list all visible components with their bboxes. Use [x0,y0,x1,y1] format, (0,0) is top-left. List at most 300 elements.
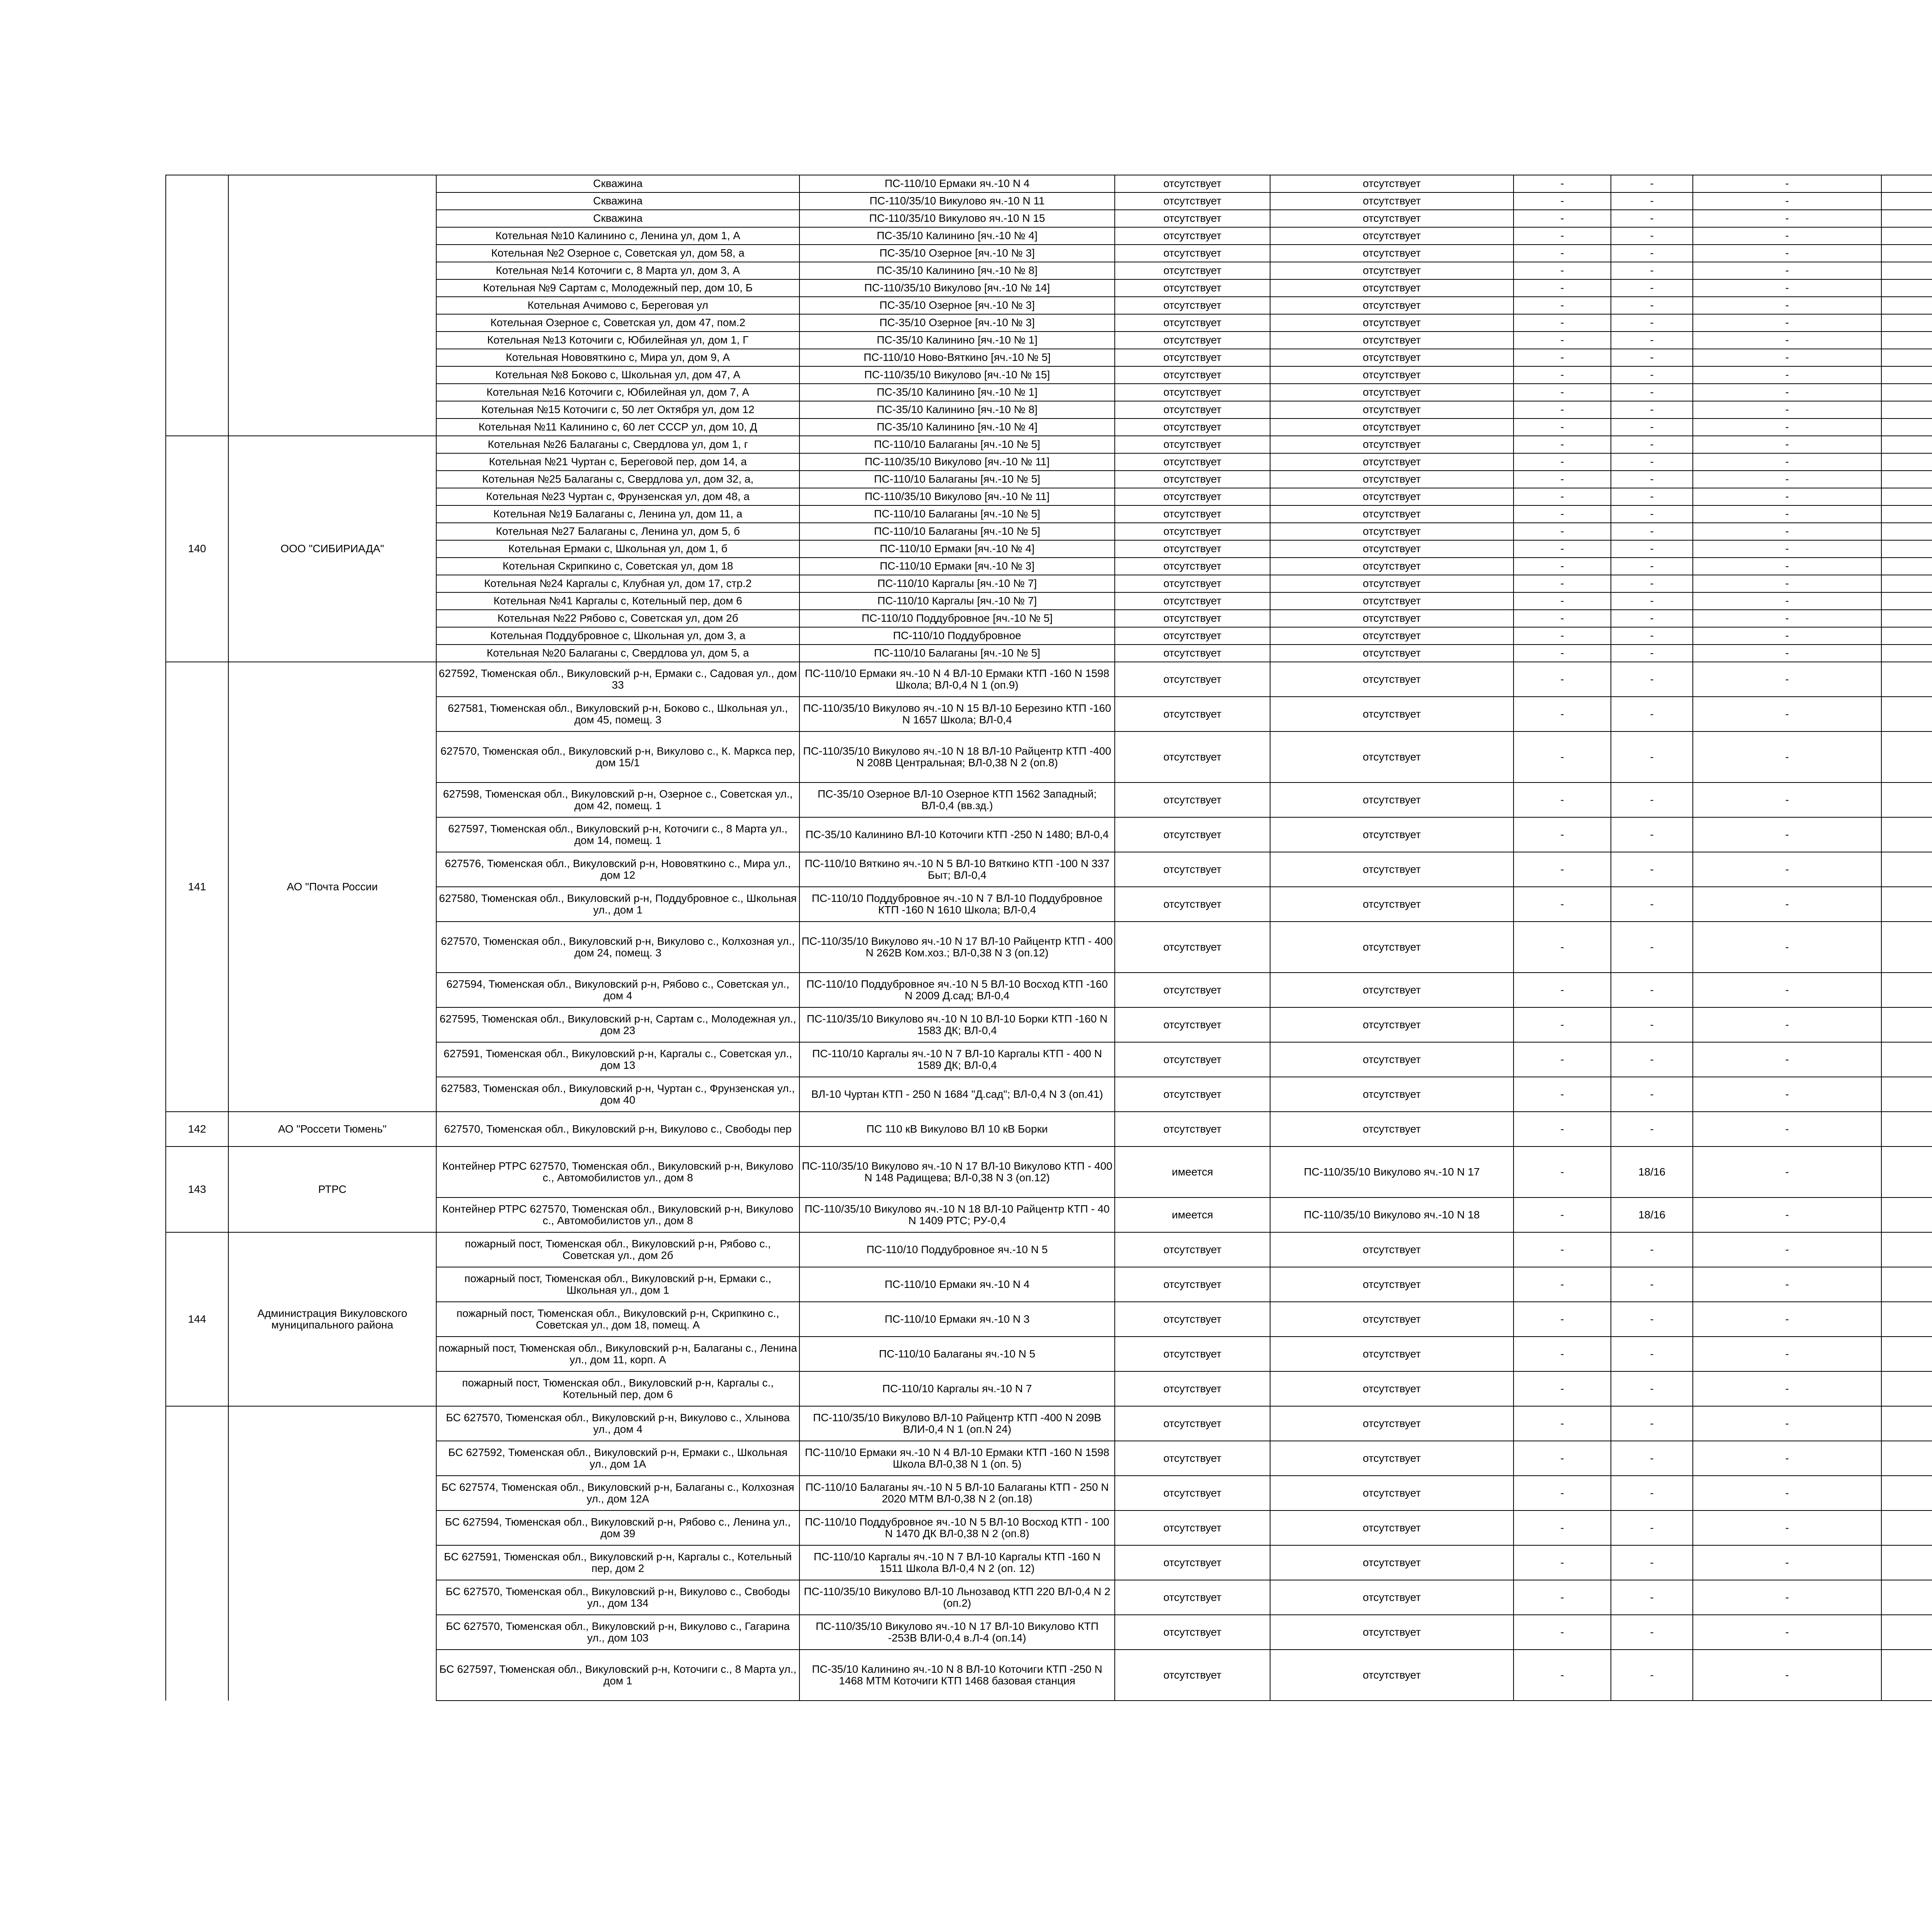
cell-c6: - [1611,610,1693,627]
cell-c7: - [1693,210,1881,227]
cell-c7: - [1693,366,1881,384]
cell-c5: - [1514,627,1611,645]
cell-feeder: ПС-110/35/10 Викулово [яч.-10 № 11] [799,488,1115,505]
cell-c6: - [1611,645,1693,662]
cell-c5: - [1514,540,1611,558]
cell-c5: - [1514,697,1611,731]
cell-c8 [1881,782,1932,817]
cell-c5: - [1514,1580,1611,1615]
cell-c8 [1881,1146,1932,1197]
cell-c8 [1881,349,1932,366]
cell-object: пожарный пост, Тюменская обл., Викуловский р-н, Рябово с., Советская ул., дом 2б [436,1232,799,1267]
cell-c3: отсутствует [1115,1615,1270,1650]
cell-c8 [1881,1615,1932,1650]
cell-feeder: ПС-110/35/10 Викулово яч.-10 N 17 ВЛ-10 Викулово КТП - 400 N 148 Радищева; ВЛ-0,38 N 3 (оп.12) [799,1146,1115,1197]
cell-c7: - [1693,1042,1881,1077]
cell-object: БС 627570, Тюменская обл., Викуловский р-н, Викулово с., Гагарина ул., дом 103 [436,1615,799,1650]
cell-object: 627598, Тюменская обл., Викуловский р-н, Озерное с., Советская ул., дом 42, помещ. 1 [436,782,799,817]
cell-feeder: ПС-110/35/10 Викулово яч.-10 N 18 ВЛ-10 Райцентр КТП - 40 N 1409 РТС; РУ-0,4 [799,1197,1115,1232]
cell-c8 [1881,1007,1932,1042]
cell-c3: отсутствует [1115,453,1270,471]
cell-c3: отсутствует [1115,1650,1270,1701]
cell-c5: - [1514,1615,1611,1650]
cell-object: 627592, Тюменская обл., Викуловский р-н, Ермаки с., Садовая ул., дом 33 [436,662,799,697]
cell-feeder: ПС-110/10 Ермаки яч.-10 N 3 [799,1302,1115,1337]
cell-object: Котельная Нововяткино с, Мира ул, дом 9, А [436,349,799,366]
cell-c8 [1881,852,1932,887]
cell-c4: отсутствует [1270,1042,1514,1077]
cell-c6: - [1611,471,1693,488]
group-number-cell: 141 [166,662,228,1112]
cell-object: Котельная Скрипкино с, Советская ул, дом 18 [436,558,799,575]
cell-c7: - [1693,1650,1881,1701]
cell-feeder: ПС-110/10 Поддубровное яч.-10 N 5 ВЛ-10 Восход КТП -160 N 2009 Д.сад; ВЛ-0,4 [799,973,1115,1007]
cell-c6: - [1611,262,1693,279]
cell-c8 [1881,1337,1932,1371]
cell-c7: - [1693,1077,1881,1112]
cell-c4: отсутствует [1270,1112,1514,1146]
cell-feeder: ПС-110/10 Балаганы яч.-10 N 5 [799,1337,1115,1371]
cell-c6: - [1611,279,1693,297]
cell-c4: ПС-110/35/10 Викулово яч.-10 N 17 [1270,1146,1514,1197]
organization-cell: АО "Россети Тюмень" [228,1112,436,1146]
cell-c4: отсутствует [1270,852,1514,887]
cell-c7: - [1693,471,1881,488]
cell-c3: отсутствует [1115,488,1270,505]
cell-object: пожарный пост, Тюменская обл., Викуловский р-н, Ермаки с., Школьная ул., дом 1 [436,1267,799,1302]
cell-c3: отсутствует [1115,1267,1270,1302]
cell-object: БС 627592, Тюменская обл., Викуловский р-н, Ермаки с., Школьная ул., дом 1А [436,1441,799,1476]
cell-c4: отсутствует [1270,297,1514,314]
cell-feeder: ПС-35/10 Озерное [яч.-10 № 3] [799,314,1115,332]
cell-c6: - [1611,349,1693,366]
cell-c6: - [1611,1650,1693,1701]
cell-c5: - [1514,592,1611,610]
cell-object: Котельная №21 Чуртан с, Береговой пер, дом 14, а [436,453,799,471]
cell-c4: отсутствует [1270,523,1514,540]
cell-c8 [1881,592,1932,610]
cell-c8 [1881,192,1932,210]
cell-c5: - [1514,922,1611,973]
cell-c6: - [1611,662,1693,697]
cell-feeder: ПС-110/35/10 Викулово ВЛ-10 Льнозавод КТП 220 ВЛ-0,4 N 2 (оп.2) [799,1580,1115,1615]
cell-feeder: ПС-110/10 Поддубровное яч.-10 N 7 ВЛ-10 Поддубровное КТП -160 N 1610 Школа; ВЛ-0,4 [799,887,1115,922]
cell-c5: - [1514,279,1611,297]
cell-c3: отсутствует [1115,314,1270,332]
cell-c5: - [1514,1476,1611,1510]
cell-c4: отсутствует [1270,227,1514,245]
cell-c3: имеется [1115,1146,1270,1197]
cell-c5: - [1514,1146,1611,1197]
cell-object: 627576, Тюменская обл., Викуловский р-н, Нововяткино с., Мира ул., дом 12 [436,852,799,887]
cell-c7: - [1693,192,1881,210]
cell-c5: - [1514,1545,1611,1580]
cell-object: Котельная №23 Чуртан с, Фрунзенская ул, дом 48, а [436,488,799,505]
cell-object: Котельная №19 Балаганы с, Ленина ул, дом 11, а [436,505,799,523]
cell-c6: - [1611,887,1693,922]
cell-c8 [1881,627,1932,645]
cell-c6: - [1611,627,1693,645]
cell-c4: отсутствует [1270,697,1514,731]
cell-c7: - [1693,401,1881,418]
cell-c5: - [1514,1232,1611,1267]
cell-c8 [1881,1441,1932,1476]
cell-c3: отсутствует [1115,1302,1270,1337]
cell-feeder: ПС-110/35/10 Викулово [яч.-10 № 14] [799,279,1115,297]
cell-c3: отсутствует [1115,592,1270,610]
cell-object: Контейнер РТРС 627570, Тюменская обл., Викуловский р-н, Викулово с., Автомобилистов ул., дом 8 [436,1146,799,1197]
cell-feeder: ПС-35/10 Калинино [яч.-10 № 8] [799,262,1115,279]
cell-c3: отсутствует [1115,782,1270,817]
cell-feeder: ПС-35/10 Калинино [яч.-10 № 8] [799,401,1115,418]
cell-c5: - [1514,852,1611,887]
cell-c3: отсутствует [1115,297,1270,314]
cell-object: Котельная №20 Балаганы с, Свердлова ул, дом 5, а [436,645,799,662]
cell-c7: - [1693,1615,1881,1650]
cell-c5: - [1514,1371,1611,1406]
cell-object: пожарный пост, Тюменская обл., Викуловский р-н, Балаганы с., Ленина ул., дом 11, корп. А [436,1337,799,1371]
cell-c5: - [1514,1197,1611,1232]
cell-c4: отсутствует [1270,558,1514,575]
cell-object: Контейнер РТРС 627570, Тюменская обл., Викуловский р-н, Викулово с., Автомобилистов ул., дом 8 [436,1197,799,1232]
cell-c7: - [1693,245,1881,262]
cell-c5: - [1514,1267,1611,1302]
cell-c4: отсутствует [1270,592,1514,610]
cell-c8 [1881,1077,1932,1112]
cell-feeder: ПС-110/35/10 Викулово ВЛ-10 Райцентр КТП -400 N 209В ВЛИ-0,4 N 1 (оп.N 24) [799,1406,1115,1441]
cell-c3: отсутствует [1115,192,1270,210]
cell-object: Котельная Озерное с, Советская ул, дом 47, пом.2 [436,314,799,332]
cell-c6: - [1611,1615,1693,1650]
cell-object: БС 627591, Тюменская обл., Викуловский р-н, Каргалы с., Котельный пер, дом 2 [436,1545,799,1580]
cell-c5: - [1514,210,1611,227]
cell-c5: - [1514,662,1611,697]
cell-c3: отсутствует [1115,401,1270,418]
cell-c8 [1881,245,1932,262]
cell-c3: отсутствует [1115,245,1270,262]
cell-c5: - [1514,731,1611,782]
cell-c3: отсутствует [1115,227,1270,245]
cell-object: Котельная №24 Каргалы с, Клубная ул, дом 17, стр.2 [436,575,799,592]
cell-c8 [1881,436,1932,453]
cell-c3: отсутствует [1115,852,1270,887]
cell-c4: отсутствует [1270,1267,1514,1302]
cell-c4: отсутствует [1270,1545,1514,1580]
cell-c7: - [1693,1545,1881,1580]
cell-c5: - [1514,245,1611,262]
cell-feeder: ПС-110/10 Каргалы [яч.-10 № 7] [799,592,1115,610]
cell-c7: - [1693,817,1881,852]
cell-c6: - [1611,488,1693,505]
cell-c6: - [1611,697,1693,731]
cell-c5: - [1514,1007,1611,1042]
cell-c6: - [1611,210,1693,227]
cell-c6: - [1611,1510,1693,1545]
cell-c5: - [1514,384,1611,401]
cell-c6: - [1611,922,1693,973]
cell-c7: - [1693,349,1881,366]
cell-feeder: ПС-110/10 Каргалы яч.-10 N 7 ВЛ-10 Каргалы КТП -160 N 1511 Школа ВЛ-0,4 N 2 (оп. 12) [799,1545,1115,1580]
cell-c4: отсутствует [1270,366,1514,384]
cell-c8 [1881,401,1932,418]
cell-c5: - [1514,505,1611,523]
cell-c5: - [1514,1510,1611,1545]
cell-feeder: ПС-110/10 Ермаки яч.-10 N 4 ВЛ-10 Ермаки КТП -160 N 1598 Школа ВЛ-0,38 N 1 (оп. 5) [799,1441,1115,1476]
cell-feeder: ПС-110/35/10 Викулово яч.-10 N 17 ВЛ-10 Райцентр КТП - 400 N 262В Ком.хоз.; ВЛ-0,38 N 3 (оп.12) [799,922,1115,973]
cell-c4: отсутствует [1270,192,1514,210]
cell-c5: - [1514,645,1611,662]
cell-c6: - [1611,1406,1693,1441]
cell-c5: - [1514,453,1611,471]
cell-c7: - [1693,1112,1881,1146]
cell-c5: - [1514,1077,1611,1112]
cell-c6: - [1611,558,1693,575]
cell-feeder: ПС-35/10 Калинино [яч.-10 № 1] [799,332,1115,349]
cell-c4: отсутствует [1270,436,1514,453]
cell-c6: - [1611,175,1693,192]
cell-c4: отсутствует [1270,332,1514,349]
cell-object: Котельная Ачимово с, Береговая ул [436,297,799,314]
cell-feeder: ПС-110/35/10 Викулово яч.-10 N 15 [799,210,1115,227]
cell-object: 627581, Тюменская обл., Викуловский р-н, Боково с., Школьная ул., дом 45, помещ. 3 [436,697,799,731]
cell-feeder: ПС-110/10 Каргалы яч.-10 N 7 ВЛ-10 Каргалы КТП - 400 N 1589 ДК; ВЛ-0,4 [799,1042,1115,1077]
cell-c5: - [1514,973,1611,1007]
cell-c5: - [1514,887,1611,922]
cell-object: БС 627570, Тюменская обл., Викуловский р-н, Викулово с., Хлынова ул., дом 4 [436,1406,799,1441]
cell-feeder: ПС-110/10 Балаганы яч.-10 N 5 ВЛ-10 Балаганы КТП - 250 N 2020 МТМ ВЛ-0,38 N 2 (оп.18) [799,1476,1115,1510]
table-row [166,662,1932,697]
table-row [166,1112,1932,1146]
cell-c8 [1881,384,1932,401]
cell-c3: имеется [1115,1197,1270,1232]
cell-object: Котельная №15 Коточиги с, 50 лет Октября ул, дом 12 [436,401,799,418]
cell-c3: отсутствует [1115,697,1270,731]
cell-c7: - [1693,1146,1881,1197]
cell-c7: - [1693,627,1881,645]
cell-c5: - [1514,1112,1611,1146]
cell-c3: отсутствует [1115,817,1270,852]
cell-c5: - [1514,782,1611,817]
cell-c5: - [1514,418,1611,436]
cell-c8 [1881,1476,1932,1510]
cell-c7: - [1693,436,1881,453]
cell-c6: 18/16 [1611,1197,1693,1232]
cell-c7: - [1693,279,1881,297]
cell-c7: - [1693,1302,1881,1337]
cell-c8 [1881,314,1932,332]
cell-c4: отсутствует [1270,627,1514,645]
group-number-cell [166,175,228,436]
cell-object: Котельная №26 Балаганы с, Свердлова ул, дом 1, г [436,436,799,453]
cell-c8 [1881,817,1932,852]
cell-c3: отсутствует [1115,505,1270,523]
cell-c7: - [1693,731,1881,782]
cell-c3: отсутствует [1115,1476,1270,1510]
cell-c4: отсутствует [1270,279,1514,297]
cell-c3: отсутствует [1115,575,1270,592]
cell-feeder: ПС-35/10 Калинино ВЛ-10 Коточиги КТП -250 N 1480; ВЛ-0,4 [799,817,1115,852]
cell-c6: - [1611,1441,1693,1476]
table-row [166,436,1932,453]
cell-c6: - [1611,418,1693,436]
cell-c4: отсутствует [1270,731,1514,782]
group-number-cell: 144 [166,1232,228,1406]
cell-c4: отсутствует [1270,1077,1514,1112]
cell-c6: - [1611,1232,1693,1267]
cell-object: БС 627570, Тюменская обл., Викуловский р-н, Викулово с., Свободы ул., дом 134 [436,1580,799,1615]
cell-c6: - [1611,1580,1693,1615]
cell-c4: отсутствует [1270,418,1514,436]
cell-c4: отсутствует [1270,1615,1514,1650]
cell-feeder: ПС-110/10 Ново-Вяткино [яч.-10 № 5] [799,349,1115,366]
cell-c6: - [1611,1267,1693,1302]
cell-c5: - [1514,817,1611,852]
cell-c8 [1881,471,1932,488]
cell-c7: - [1693,1476,1881,1510]
cell-c8 [1881,175,1932,192]
cell-feeder: ПС-35/10 Калинино [яч.-10 № 1] [799,384,1115,401]
cell-c5: - [1514,558,1611,575]
cell-object: пожарный пост, Тюменская обл., Викуловский р-н, Скрипкино с., Советская ул., дом 18, помещ. А [436,1302,799,1337]
cell-c7: - [1693,1232,1881,1267]
cell-feeder: ПС-110/35/10 Викулово яч.-10 N 10 ВЛ-10 Борки КТП -160 N 1583 ДК; ВЛ-0,4 [799,1007,1115,1042]
cell-c4: отсутствует [1270,922,1514,973]
cell-feeder: ПС-110/10 Поддубровное [799,627,1115,645]
cell-c6: - [1611,436,1693,453]
cell-c4: отсутствует [1270,245,1514,262]
cell-c4: отсутствует [1270,575,1514,592]
cell-c6: - [1611,540,1693,558]
cell-c4: отсутствует [1270,384,1514,401]
cell-c3: отсутствует [1115,210,1270,227]
cell-c4: отсутствует [1270,453,1514,471]
cell-c8 [1881,610,1932,627]
cell-c8 [1881,922,1932,973]
cell-c6: - [1611,314,1693,332]
table-row [166,1146,1932,1197]
cell-c6: - [1611,1007,1693,1042]
cell-c8 [1881,973,1932,1007]
cell-c8 [1881,1302,1932,1337]
cell-c5: - [1514,471,1611,488]
cell-c7: - [1693,697,1881,731]
data-table [165,175,1932,1701]
cell-c7: - [1693,1406,1881,1441]
cell-c5: - [1514,523,1611,540]
cell-object: Скважина [436,210,799,227]
cell-feeder: ПС-110/10 Ермаки яч.-10 N 4 ВЛ-10 Ермаки КТП -160 N 1598 Школа; ВЛ-0,4 N 1 (оп.9) [799,662,1115,697]
cell-c8 [1881,697,1932,731]
cell-c3: отсутствует [1115,1337,1270,1371]
cell-object: Котельная Поддубровное с, Школьная ул, дом 3, а [436,627,799,645]
cell-object: БС 627594, Тюменская обл., Викуловский р-н, Рябово с., Ленина ул., дом 39 [436,1510,799,1545]
cell-c7: - [1693,453,1881,471]
cell-feeder: ПС-35/10 Озерное [яч.-10 № 3] [799,245,1115,262]
cell-c3: отсутствует [1115,1406,1270,1441]
cell-c6: - [1611,453,1693,471]
cell-c4: отсутствует [1270,262,1514,279]
cell-c5: - [1514,332,1611,349]
cell-c5: - [1514,262,1611,279]
cell-c7: - [1693,540,1881,558]
cell-c7: - [1693,1337,1881,1371]
organization-cell: ООО "СИБИРИАДА" [228,436,436,662]
cell-feeder: ПС-35/10 Озерное [яч.-10 № 3] [799,297,1115,314]
cell-c3: отсутствует [1115,1371,1270,1406]
cell-c8 [1881,887,1932,922]
cell-object: Котельная №25 Балаганы с, Свердлова ул, дом 32, а, [436,471,799,488]
cell-object: Котельная №8 Боково с, Школьная ул, дом 47, А [436,366,799,384]
cell-c7: - [1693,922,1881,973]
cell-c8 [1881,488,1932,505]
cell-c8 [1881,418,1932,436]
cell-object: Котельная №16 Коточиги с, Юбилейная ул, дом 7, А [436,384,799,401]
cell-object: Котельная №27 Балаганы с, Ленина ул, дом 5, б [436,523,799,540]
cell-c4: отсутствует [1270,210,1514,227]
cell-c6: - [1611,1042,1693,1077]
cell-c8 [1881,540,1932,558]
cell-c3: отсутствует [1115,349,1270,366]
cell-c7: - [1693,575,1881,592]
cell-feeder: ПС-110/35/10 Викулово [яч.-10 № 11] [799,453,1115,471]
cell-c3: отсутствует [1115,1112,1270,1146]
cell-c4: отсутствует [1270,349,1514,366]
organization-cell: РТРС [228,1146,436,1232]
cell-feeder: ПС-110/10 Балаганы [яч.-10 № 5] [799,471,1115,488]
cell-c3: отсутствует [1115,1042,1270,1077]
cell-c4: отсутствует [1270,488,1514,505]
cell-c7: - [1693,782,1881,817]
cell-c7: - [1693,505,1881,523]
cell-c8 [1881,1042,1932,1077]
cell-c7: - [1693,1007,1881,1042]
cell-c4: отсутствует [1270,314,1514,332]
cell-feeder: ПС-110/10 Ермаки яч.-10 N 4 [799,175,1115,192]
group-number-cell: 142 [166,1112,228,1146]
cell-c4: отсутствует [1270,505,1514,523]
cell-c7: - [1693,175,1881,192]
cell-c4: ПС-110/35/10 Викулово яч.-10 N 18 [1270,1197,1514,1232]
cell-c6: - [1611,592,1693,610]
cell-c5: - [1514,1042,1611,1077]
cell-feeder: ПС-35/10 Озерное ВЛ-10 Озерное КТП 1562 Западный; ВЛ-0,4 (вв.зд.) [799,782,1115,817]
cell-object: Котельная №13 Коточиги с, Юбилейная ул, дом 1, Г [436,332,799,349]
cell-c4: отсутствует [1270,817,1514,852]
cell-c3: отсутствует [1115,1232,1270,1267]
cell-feeder: ПС-110/10 Балаганы [яч.-10 № 5] [799,645,1115,662]
cell-c7: - [1693,1267,1881,1302]
cell-c8 [1881,332,1932,349]
cell-c3: отсутствует [1115,662,1270,697]
cell-c6: - [1611,1337,1693,1371]
cell-c6: - [1611,731,1693,782]
cell-c5: - [1514,1650,1611,1701]
table-row [166,1232,1932,1267]
group-number-cell: 143 [166,1146,228,1232]
cell-c3: отсутствует [1115,366,1270,384]
cell-c3: отсутствует [1115,973,1270,1007]
cell-c8 [1881,1371,1932,1406]
cell-c8 [1881,645,1932,662]
cell-feeder: ПС-35/10 Калинино [яч.-10 № 4] [799,418,1115,436]
cell-c5: - [1514,366,1611,384]
cell-feeder: ПС-110/10 Ермаки [яч.-10 № 4] [799,540,1115,558]
cell-c3: отсутствует [1115,332,1270,349]
cell-c6: - [1611,817,1693,852]
cell-object: 627583, Тюменская обл., Викуловский р-н, Чуртан с., Фрунзенская ул., дом 40 [436,1077,799,1112]
cell-c3: отсутствует [1115,1510,1270,1545]
cell-object: БС 627574, Тюменская обл., Викуловский р-н, Балаганы с., Колхозная ул., дом 12А [436,1476,799,1510]
